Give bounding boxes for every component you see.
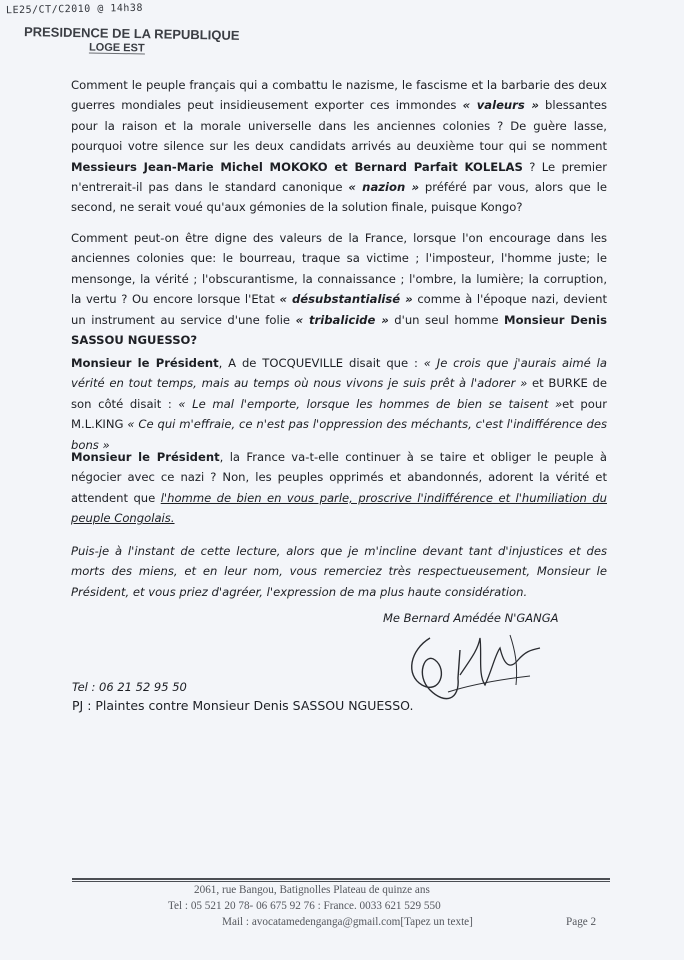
footer-rule-thin bbox=[72, 881, 610, 882]
paragraph-5: Puis-je à l'instant de cette lecture, alors que je m'incline devant tant d'injustices et des morts des miens, et en leur nom, vous remerciez très respectueusement, Monsieur le Président, et vous priez d'agréer, l'expression de ma plus haute considération. bbox=[71, 544, 607, 599]
recipient-line-2: LOGE EST bbox=[88, 41, 145, 55]
telephone: Tel : 06 21 52 95 50 bbox=[72, 680, 187, 694]
paragraph-4: Monsieur le Président, la France va-t-elle continuer à se taire et obliger le peuple à négocier avec ce nazi ? Non, les peuples opprimés et abandonnés, adorent la vérité et attendent que l'homme de bien en vous parle, proscrive l'indifférence et l'humiliation du peuple Congolais. bbox=[71, 450, 607, 526]
handwritten-signature bbox=[400, 630, 560, 715]
footer-phones: Tel : 05 521 20 78- 06 675 92 76 : France. 0033 621 529 550 bbox=[168, 900, 441, 912]
signatory-name: Me Bernard Amédée N'GANGA bbox=[383, 611, 559, 625]
enclosure-note: PJ : Plaintes contre Monsieur Denis SASSOU NGUESSO. bbox=[72, 698, 414, 713]
paragraph-1: Comment le peuple français qui a combattu le nazisme, le fascisme et la barbarie des deux guerres mondiales peut insidieusement exporter ces immondes « valeurs » blessantes pour la raison et la morale universelle dans les anciennes colonies ? De guère lasse, pourquoi votre silence sur les deux candidats arrivés au deuxième tour qui se nomment Messieurs Jean-Marie Michel MOKOKO et Bernard Parfait KOLELAS ? Le premier n'entrerait-il pas dans le standard canonique « nazion » préféré par vous, alors que le second, ne serait voué qu'aux gémonies de la solution finale, puisque Kongo? bbox=[71, 78, 607, 215]
footer-mail: Mail : avocatamedenganga@gmail.com[Tapez un texte] bbox=[222, 916, 473, 928]
received-stamp: LE25/CT/C2010 @ 14h38 bbox=[5, 2, 144, 17]
recipient-line-1: PRESIDENCE DE LA REPUBLIQUE bbox=[23, 24, 240, 43]
footer-rule-thick bbox=[72, 878, 610, 880]
page-number: Page 2 bbox=[566, 916, 597, 928]
footer-address: 2061, rue Bangou, Batignolles Plateau de quinze ans bbox=[194, 884, 430, 896]
paragraph-3: Monsieur le Président, A de TOCQUEVILLE disait que : « Je crois que j'aurais aimé la vérité en tout temps, mais au temps où nous vivons je suis prêt à l'adorer » et BURKE de son côté disait : « Le mal l'emporte, lorsque les hommes de bien se taisent »et pour M.L.KING « Ce qui m'effraie, ce n'est pas l'oppression des méchants, c'est l'indifférence des bons » bbox=[71, 356, 607, 452]
paragraph-2: Comment peut-on être digne des valeurs de la France, lorsque l'on encourage dans les anciennes colonies que: le bourreau, traque sa victime ; l'imposteur, l'homme juste; le mensonge, la vérité ; l'obscurantisme, la connaissance ; l'ombre, la lumière; la corruption, la vertu ? Ou encore lorsque l'Etat « désubstantialisé » comme à l'époque nazi, devient un instrument au service d'une folie « tribalicide » d'un seul homme Monsieur Denis SASSOU NGUESSO? bbox=[71, 231, 607, 348]
